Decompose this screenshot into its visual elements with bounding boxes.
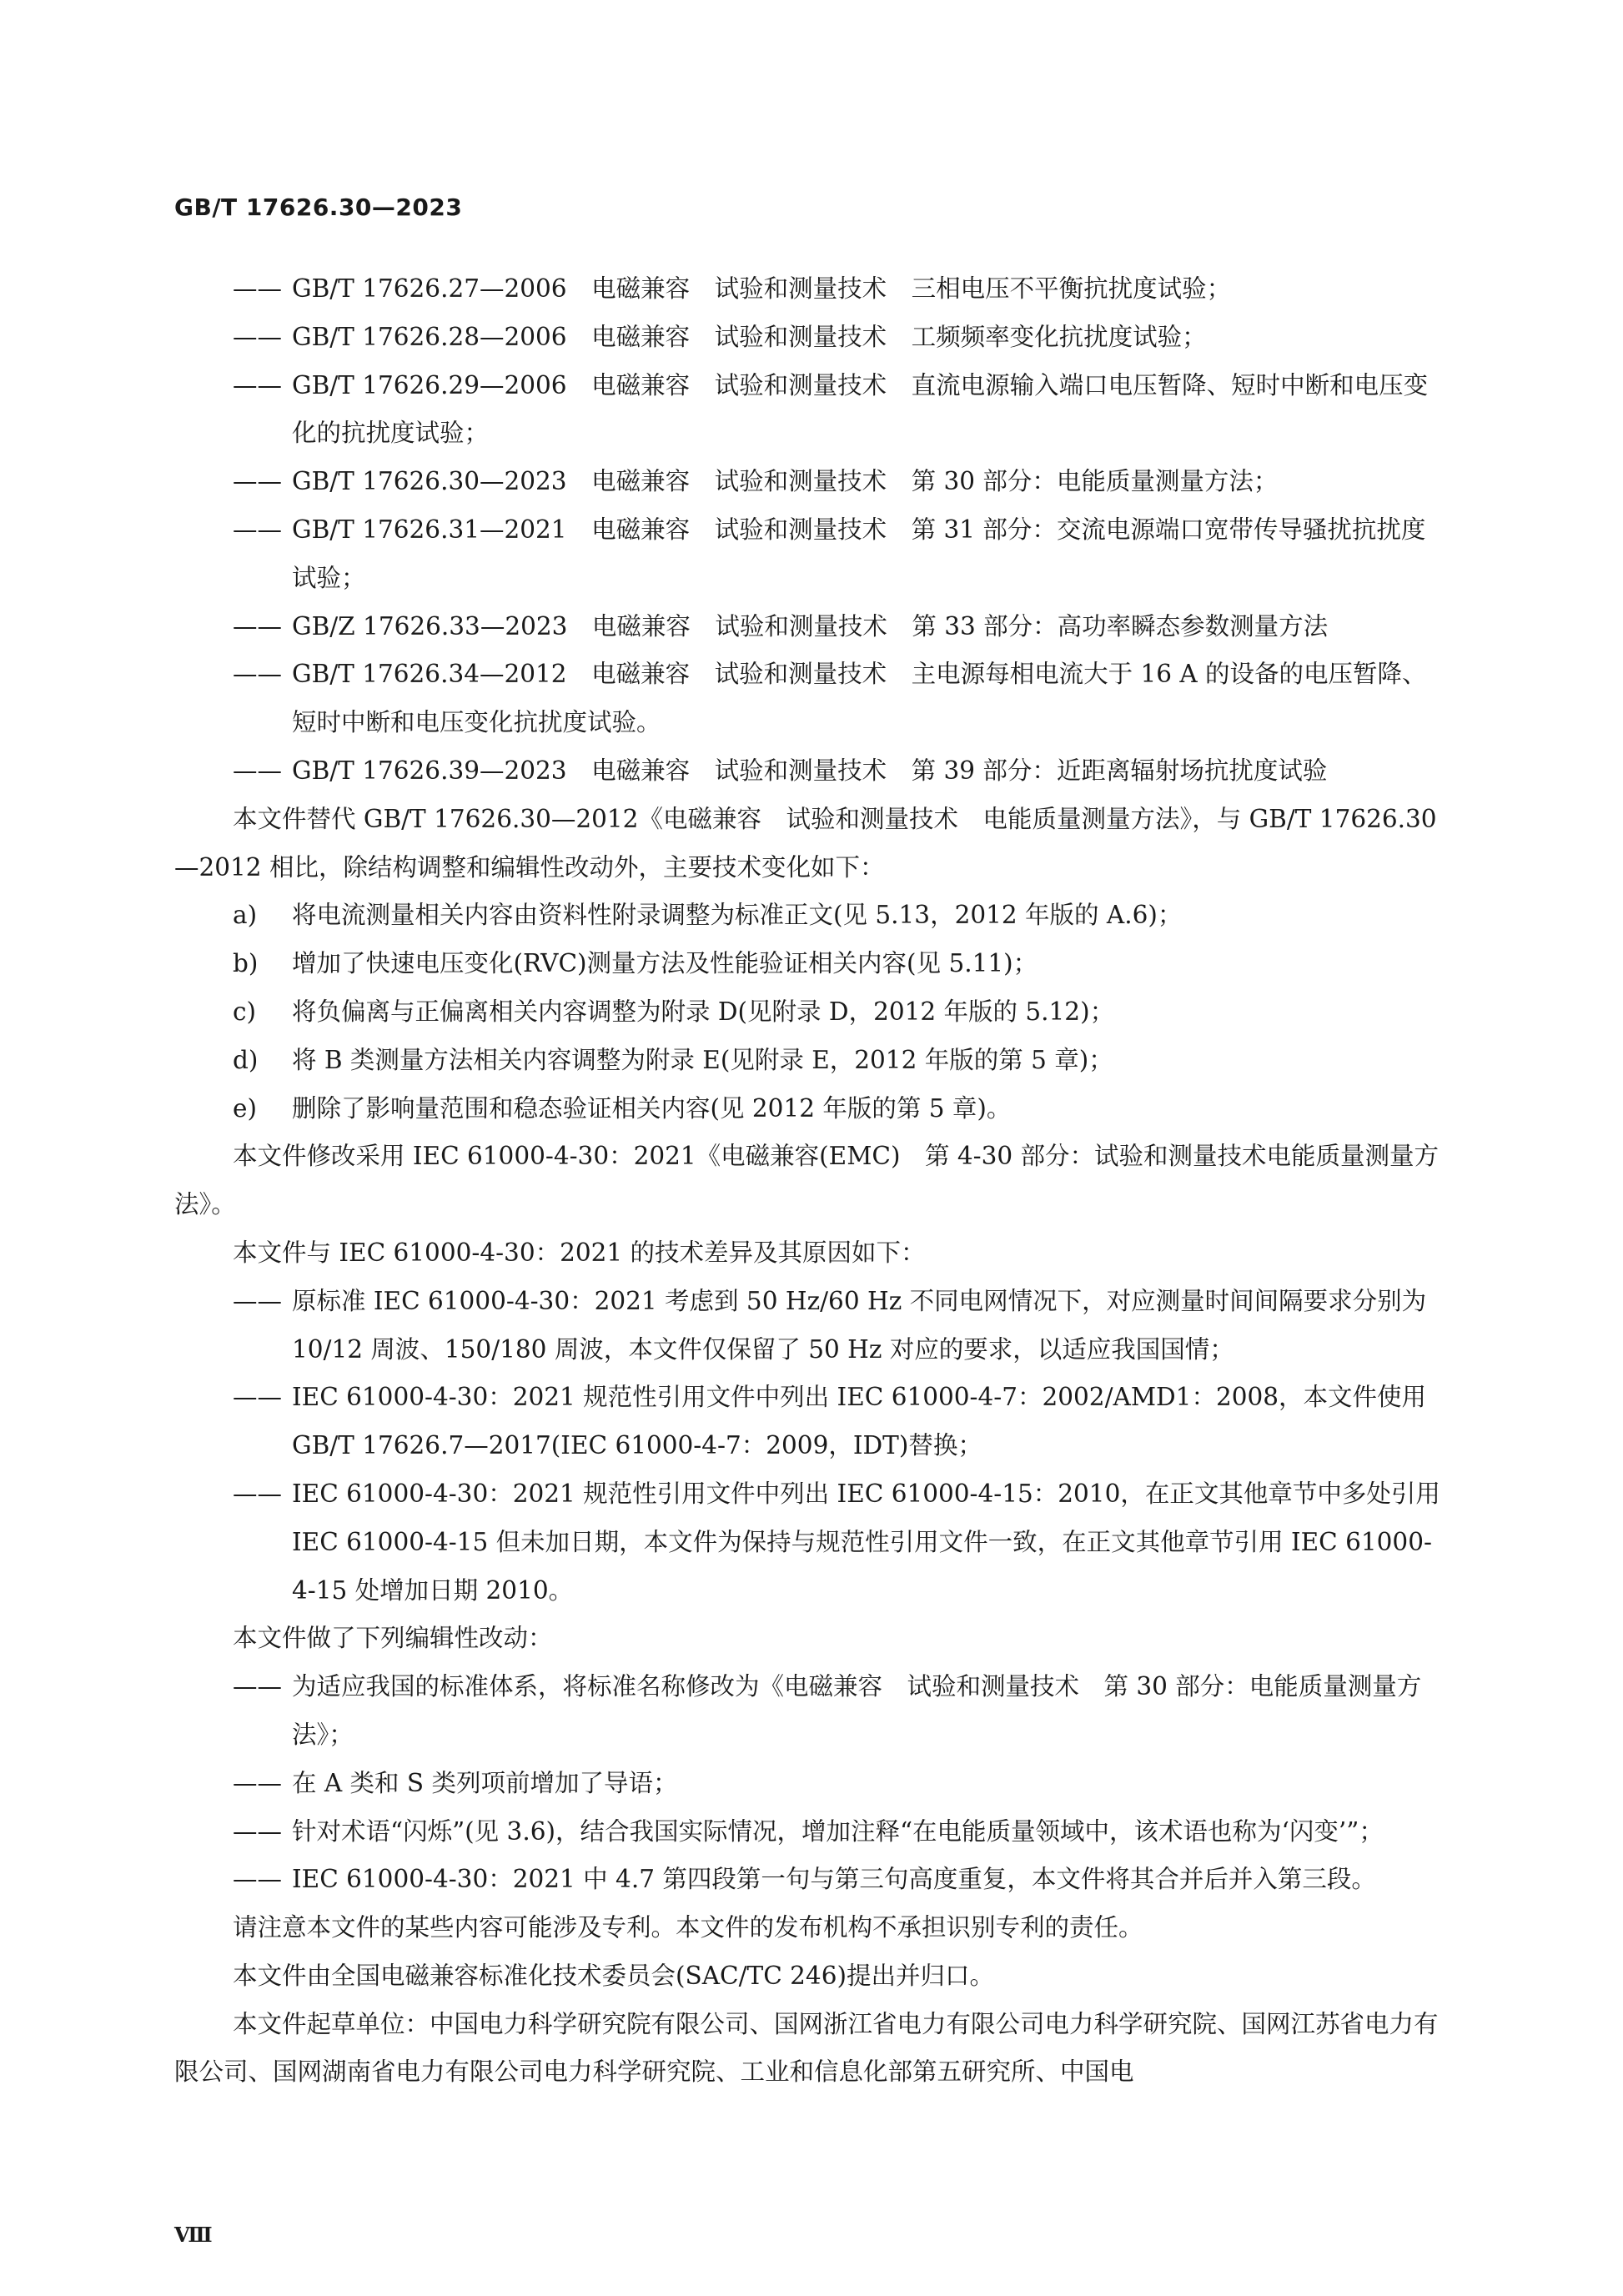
- dash-marker: ——: [233, 1479, 282, 1508]
- dash-item-text: 在 A 类和 S 类列项前增加了导语；: [292, 1768, 678, 1797]
- list-item-text: 将电流测量相关内容由资料性附录调整为标准正文(见 5.13，2012 年版的 A.6)；: [292, 901, 1183, 930]
- list-item-label: a): [233, 901, 258, 930]
- dash-marker: ——: [233, 1383, 282, 1412]
- paragraph: 本文件修改采用 IEC 61000-4-30：2021《电磁兼容(EMC) 第 4-30 部分：试验和测量技术电能质量测量方法》。: [174, 1142, 1440, 1219]
- list-item-label: b): [233, 949, 259, 978]
- dash-marker: ——: [233, 274, 282, 303]
- dash-marker: ——: [233, 611, 282, 641]
- lettered-list-item: [174, 940, 1442, 988]
- dash-list-item: [174, 314, 1442, 362]
- dash-item-text: GB/T 17626.27—2006 电磁兼容 试验和测量技术 三相电压不平衡抗扰度试验；: [292, 274, 1232, 303]
- dash-marker: ——: [233, 1768, 282, 1797]
- dash-item-text: IEC 61000-4-30：2021 中 4.7 第四段第一句与第三句高度重复，本文件将其合并后并入第三段。: [292, 1865, 1376, 1894]
- lettered-list-item: [174, 988, 1442, 1037]
- lettered-list-item: [174, 892, 1442, 940]
- paragraph: 本文件由全国电磁兼容标准化技术委员会(SAC/TC 246)提出并归口。: [233, 1961, 994, 1990]
- dash-list-item: [174, 1374, 1442, 1470]
- paragraph: 本文件与 IEC 61000-4-30：2021 的技术差异及其原因如下：: [233, 1238, 926, 1267]
- dash-list-item: [174, 265, 1442, 314]
- list-item-text: 删除了影响量范围和稳态验证相关内容(见 2012 年版的第 5 章)。: [292, 1093, 1012, 1123]
- dash-list-item: [174, 506, 1442, 603]
- lettered-list-item: [174, 1085, 1442, 1133]
- dash-marker: ——: [233, 1865, 282, 1894]
- paragraph: 请注意本文件的某些内容可能涉及专利。本文件的发布机构不承担识别专利的责任。: [233, 1913, 1143, 1942]
- dash-marker: ——: [233, 756, 282, 785]
- paragraph: 本文件起草单位：中国电力科学研究院有限公司、国网浙江省电力有限公司电力科学研究院、国网江苏省电力有限公司、国网湖南省电力有限公司电力科学研究院、工业和信息化部第五研究所、中国电: [174, 2009, 1439, 2087]
- list-item-label: c): [233, 997, 257, 1026]
- dash-list-item: [174, 362, 1442, 459]
- dash-marker: ——: [233, 322, 282, 351]
- dash-item-text: IEC 61000-4-30：2021 规范性引用文件中列出 IEC 61000-4-7：2002/AMD1：2008，本文件使用 GB/T 17626.7—2017(IEC 61000-4-7：2009，IDT)替换；: [292, 1383, 1427, 1460]
- dash-marker: ——: [233, 660, 282, 689]
- dash-list-item: [174, 1278, 1442, 1374]
- dash-marker: ——: [233, 370, 282, 399]
- list-item-text: 将 B 类测量方法相关内容调整为附录 E(见附录 E，2012 年版的第 5 章)；: [292, 1045, 1113, 1074]
- dash-marker: ——: [233, 1286, 282, 1315]
- dash-marker: ——: [233, 1672, 282, 1701]
- lettered-list-item: [174, 1037, 1442, 1085]
- dash-item-text: GB/Z 17626.33—2023 电磁兼容 试验和测量技术 第 33 部分：高功率瞬态参数测量方法: [292, 611, 1329, 641]
- dash-list-item: [174, 603, 1442, 651]
- dash-list-item: [174, 1470, 1442, 1615]
- dash-list-item: [174, 1856, 1442, 1904]
- document-header-code: GB/T 17626.30—2023: [174, 193, 463, 221]
- dash-item-text: 针对术语“闪烁”(见 3.6)，结合我国实际情况，增加注释“在电能质量领域中，该术语也称为‘闪变’”；: [292, 1816, 1384, 1846]
- dash-list-item: [174, 1808, 1442, 1856]
- paragraph: 本文件做了下列编辑性改动：: [233, 1624, 553, 1653]
- list-item-text: 增加了快速电压变化(RVC)测量方法及性能验证相关内容(见 5.11)；: [292, 949, 1038, 978]
- dash-list-item: [174, 1663, 1442, 1760]
- paragraph: 本文件替代 GB/T 17626.30—2012《电磁兼容 试验和测量技术 电能质量测量方法》，与 GB/T 17626.30—2012 相比，除结构调整和编辑性改动外，主要技术变化如下：: [174, 804, 1437, 882]
- dash-item-text: GB/T 17626.34—2012 电磁兼容 试验和测量技术 主电源每相电流大于 16 A 的设备的电压暂降、短时中断和电压变化抗扰度试验。: [292, 660, 1427, 737]
- document-body: [174, 265, 1442, 2097]
- dash-marker: ——: [233, 1816, 282, 1846]
- dash-list-item: [174, 747, 1442, 796]
- list-item-text: 将负偏离与正偏离相关内容调整为附录 D(见附录 D，2012 年版的 5.12)；: [292, 997, 1115, 1026]
- dash-item-text: GB/T 17626.39—2023 电磁兼容 试验和测量技术 第 39 部分：近距离辐射场抗扰度试验: [292, 756, 1328, 785]
- dash-list-item: [174, 1760, 1442, 1808]
- dash-item-text: IEC 61000-4-30：2021 规范性引用文件中列出 IEC 61000-4-15：2010，在正文其他章节中多处引用 IEC 61000-4-15 但未加日期，本文件为保持与规范性引用文件一致，在正文其他章节引用 IEC 61000-4-15 处增加日期 2010。: [292, 1479, 1440, 1605]
- dash-item-text: GB/T 17626.30—2023 电磁兼容 试验和测量技术 第 30 部分：电能质量测量方法；: [292, 467, 1279, 496]
- list-item-label: e): [233, 1093, 257, 1123]
- dash-item-text: 为适应我国的标准体系，将标准名称修改为《电磁兼容 试验和测量技术 第 30 部分：电能质量测量方法》；: [292, 1672, 1422, 1749]
- dash-marker: ——: [233, 467, 282, 496]
- dash-marker: ——: [233, 515, 282, 544]
- dash-item-text: GB/T 17626.31—2021 电磁兼容 试验和测量技术 第 31 部分：交流电源端口宽带传导骚扰抗扰度试验；: [292, 515, 1426, 592]
- list-item-label: d): [233, 1045, 259, 1074]
- dash-item-text: 原标准 IEC 61000-4-30：2021 考虑到 50 Hz/60 Hz 不同电网情况下，对应测量时间间隔要求分别为 10/12 周波、150/180 周波，本文件仅保留了 50 Hz 对应的要求，以适应我国国情；: [292, 1286, 1427, 1364]
- dash-item-text: GB/T 17626.29—2006 电磁兼容 试验和测量技术 直流电源输入端口电压暂降、短时中断和电压变化的抗扰度试验；: [292, 370, 1429, 448]
- page-number: Ⅷ: [174, 2223, 213, 2247]
- dash-item-text: GB/T 17626.28—2006 电磁兼容 试验和测量技术 工频频率变化抗扰度试验；: [292, 322, 1207, 351]
- dash-list-item: [174, 458, 1442, 506]
- dash-list-item: [174, 651, 1442, 747]
